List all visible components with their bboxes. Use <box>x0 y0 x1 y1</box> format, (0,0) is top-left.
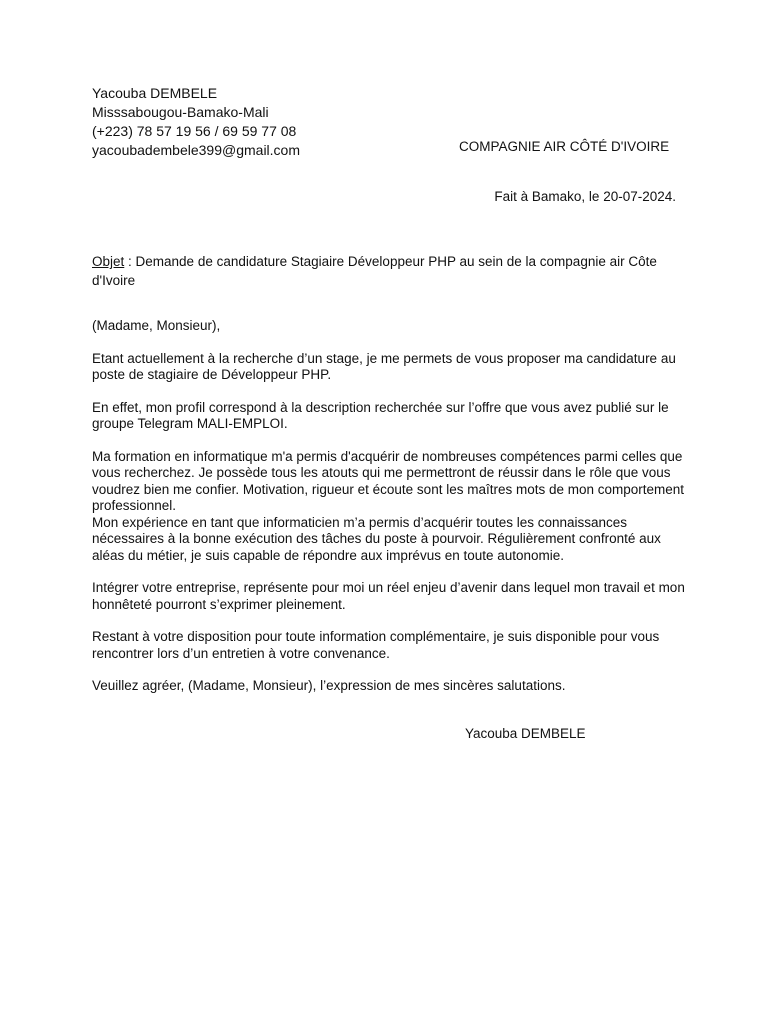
closing-line: Veuillez agréer, (Madame, Monsieur), l’expression de mes sincères salutations. <box>92 678 566 693</box>
paragraph-training: Ma formation en informatique m'a permis d'acquérir de nombreuses compétences parmi celles que vous recherchez. Je possède tous les atouts qui me permettront de réussir dans le rôle que vous voudrez bien me confier. Motivation, rigueur et écoute sont les maîtres mots de mon comportement professionnel. <box>92 448 685 513</box>
recipient-company: COMPAGNIE AIR CÔTÉ D'IVOIRE <box>459 139 670 154</box>
paragraph-motivation: Intégrer votre entreprise, représente pour moi un réel enjeu d’avenir dans lequel mon travail et mon honnêteté pourront s’exprimer pleinement. <box>92 580 685 612</box>
sender-address: Misssabougou-Bamako-Mali <box>92 104 269 120</box>
paragraph-intro: Etant actuellement à la recherche d’un stage, je me permets de vous proposer ma candidature au poste de stagiaire de Développeur PHP. <box>92 350 676 382</box>
sender-email: yacoubadembele399@gmail.com <box>92 142 300 158</box>
signature: Yacouba DEMBELE <box>465 726 586 741</box>
paragraph-profile: En effet, mon profil correspond à la description recherchée sur l’offre que vous avez publié sur le groupe Telegram MALI-EMPLOI. <box>92 399 669 431</box>
sender-phone: (+223) 78 57 19 56 / 69 59 77 08 <box>92 123 297 139</box>
salutation: (Madame, Monsieur), <box>92 318 221 333</box>
sender-name: Yacouba DEMBELE <box>92 85 218 101</box>
subject-label: Objet <box>92 254 125 269</box>
sender-block <box>92 84 300 160</box>
paragraph-availability: Restant à votre disposition pour toute information complémentaire, je suis disponible pour vous rencontrer lors d’un entretien à votre convenance. <box>92 629 660 661</box>
paragraph-experience: Mon expérience en tant que informaticien m’a permis d’acquérir toutes les connaissances nécessaires à la bonne exécution des tâches du poste à pourvoir. Régulièrement confronté aux aléas du métier, je suis capable de répondre aux imprévus en toute autonomie. <box>92 514 661 563</box>
subject-line <box>92 252 692 290</box>
subject-text: : Demande de candidature Stagiaire Développeur PHP au sein de la compagnie air Côte d'Ivoire <box>92 254 657 288</box>
letter-body <box>92 318 692 711</box>
date-line: Fait à Bamako, le 20-07-2024. <box>494 189 676 204</box>
